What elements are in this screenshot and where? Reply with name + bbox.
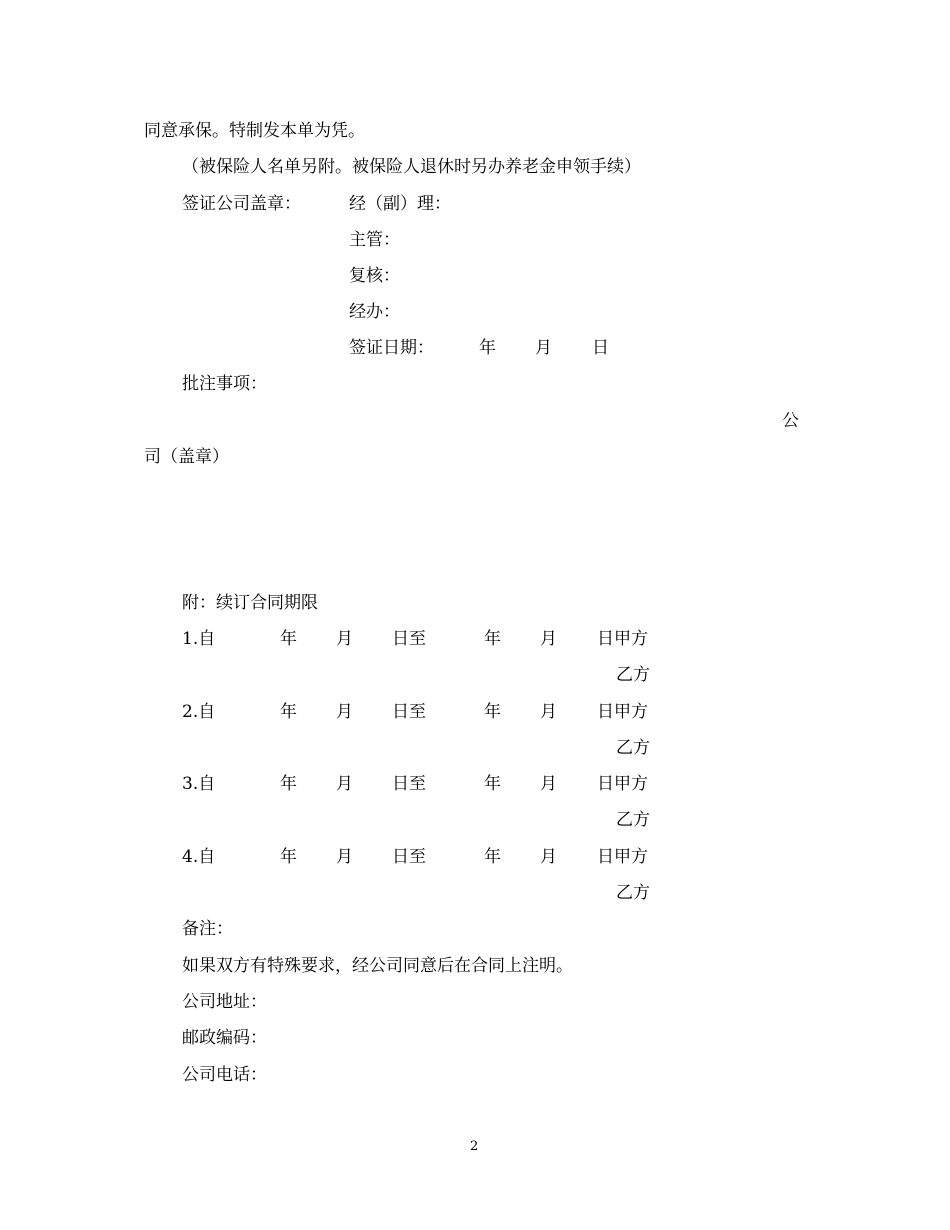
renewal-title: 附：续订合同期限 xyxy=(182,593,318,613)
renewal-row-no: 3.自 xyxy=(182,774,216,794)
company-phone-label: 公司电话： xyxy=(182,1065,267,1085)
renewal-row-month-start: 月 xyxy=(336,847,353,867)
renewal-row-month-start: 月 xyxy=(336,702,353,722)
renewal-row-party-a: 日甲方 xyxy=(597,629,648,649)
remark-label: 备注： xyxy=(182,919,233,939)
renewal-row-no: 1.自 xyxy=(182,629,216,649)
renewal-row-party-b: 乙方 xyxy=(616,883,650,903)
sign-date-day: 日 xyxy=(592,338,609,358)
renewal-row-month-end: 月 xyxy=(540,847,557,867)
company-seal-line1: 公 xyxy=(782,411,799,431)
renewal-row-year-end: 年 xyxy=(484,629,501,649)
renewal-row-party-a: 日甲方 xyxy=(597,774,648,794)
renewal-row-day-to: 日至 xyxy=(392,702,426,722)
renewal-row-no: 2.自 xyxy=(182,702,216,722)
renewal-row-month-end: 月 xyxy=(540,629,557,649)
renewal-row-party-b: 乙方 xyxy=(616,810,650,830)
renewal-row-month-end: 月 xyxy=(540,774,557,794)
remark-text: 如果双方有特殊要求，经公司同意后在合同上注明。 xyxy=(182,956,573,976)
sign-date-label: 签证日期： xyxy=(349,338,434,358)
renewal-row-party-b: 乙方 xyxy=(616,665,650,685)
renewal-row-party-a: 日甲方 xyxy=(597,702,648,722)
postcode-label: 邮政编码： xyxy=(182,1028,267,1048)
reviewer-label: 复核： xyxy=(349,266,400,286)
sign-company-label: 签证公司盖章： xyxy=(182,194,301,214)
renewal-row-year-end: 年 xyxy=(484,774,501,794)
supervisor-label: 主管： xyxy=(349,230,400,250)
renewal-row-day-to: 日至 xyxy=(392,629,426,649)
renewal-row-year-end: 年 xyxy=(484,702,501,722)
paragraph-insured-note: （被保险人名单另附。被保险人退休时另办养老金申领手续） xyxy=(182,157,641,177)
manager-label: 经（副）理： xyxy=(349,194,451,214)
renewal-row-no: 4.自 xyxy=(182,847,216,867)
sign-date-month: 月 xyxy=(535,338,552,358)
renewal-row-party-a: 日甲方 xyxy=(597,847,648,867)
renewal-row-party-b: 乙方 xyxy=(616,738,650,758)
renewal-row-month-start: 月 xyxy=(336,774,353,794)
renewal-row-month-end: 月 xyxy=(540,702,557,722)
company-address-label: 公司地址： xyxy=(182,992,267,1012)
paragraph-approval: 同意承保。特制发本单为凭。 xyxy=(144,121,365,141)
renewal-row-year-end: 年 xyxy=(484,847,501,867)
renewal-row-month-start: 月 xyxy=(336,629,353,649)
handler-label: 经办： xyxy=(349,302,400,322)
renewal-row-year-start: 年 xyxy=(280,702,297,722)
renewal-row-year-start: 年 xyxy=(280,774,297,794)
renewal-row-day-to: 日至 xyxy=(392,774,426,794)
notes-label: 批注事项： xyxy=(182,374,267,394)
sign-date-year: 年 xyxy=(479,338,496,358)
renewal-row-day-to: 日至 xyxy=(392,847,426,867)
page-number: 2 xyxy=(470,1139,479,1154)
renewal-row-year-start: 年 xyxy=(280,629,297,649)
renewal-row-year-start: 年 xyxy=(280,847,297,867)
company-seal-line2: 司（盖章） xyxy=(144,447,229,467)
